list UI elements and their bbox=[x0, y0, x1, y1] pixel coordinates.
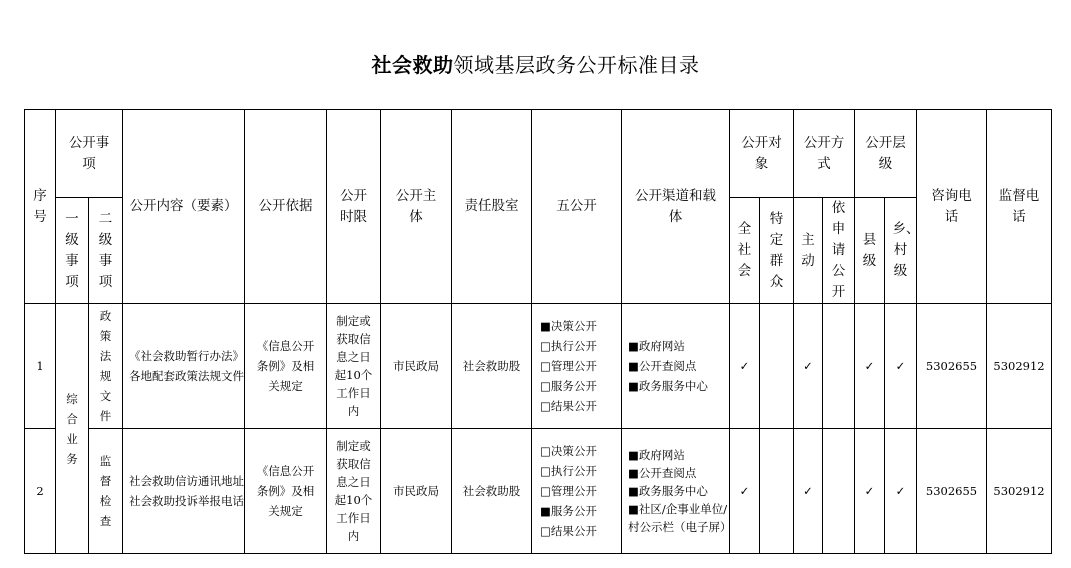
row-m-active: ✓ bbox=[794, 429, 823, 554]
row-supervise: 5302912 bbox=[987, 429, 1052, 554]
row-channels: ■政府网站 ■公开查阅点 ■政务服务中心 bbox=[622, 304, 730, 429]
page-title bbox=[0, 49, 1071, 78]
title-rest-part: 领域基层政务公开标准目录 bbox=[453, 53, 700, 77]
supervise-header: 监督电话 bbox=[987, 110, 1052, 304]
m-active-header: 主动 bbox=[794, 198, 823, 304]
row-obj-specific bbox=[760, 304, 794, 429]
row-lv-county: ✓ bbox=[855, 429, 885, 554]
lv-county-header: 县级 bbox=[855, 198, 885, 304]
office-header: 责任股室 bbox=[452, 110, 532, 304]
row-obj-specific bbox=[760, 429, 794, 554]
channel-header: 公开渠道和载体 bbox=[622, 110, 730, 304]
row-seq: 1 bbox=[25, 304, 56, 429]
table-row bbox=[25, 304, 1052, 429]
row-level2: 监督检查 bbox=[89, 429, 123, 554]
row-consult: 5302655 bbox=[917, 429, 987, 554]
row-five: □决策公开 □执行公开 □管理公开 ■服务公开 □结果公开 bbox=[532, 429, 622, 554]
row-consult: 5302655 bbox=[917, 304, 987, 429]
row-lv-county: ✓ bbox=[855, 304, 885, 429]
method-group-header: 公开方式 bbox=[794, 110, 855, 198]
row-office: 社会救助股 bbox=[452, 429, 532, 554]
header-row-1 bbox=[25, 110, 1052, 198]
row-time-limit: 制定或获取信息之日起10个工作日内 bbox=[327, 304, 381, 429]
row-content: 《社会救助暂行办法》 各地配套政策法规文件 bbox=[123, 304, 245, 429]
level2-header: 二级事项 bbox=[89, 198, 123, 304]
level1-header: 一级事项 bbox=[56, 198, 89, 304]
lv-town-header: 乡、村级 bbox=[885, 198, 917, 304]
obj-specific-header: 特定群众 bbox=[760, 198, 794, 304]
row-subject: 市民政局 bbox=[381, 429, 452, 554]
m-request-header: 依申请公开 bbox=[823, 198, 855, 304]
row-office: 社会救助股 bbox=[452, 304, 532, 429]
row-lv-town: ✓ bbox=[885, 304, 917, 429]
obj-all-header: 全社会 bbox=[730, 198, 760, 304]
item-group-header: 公开事项 bbox=[56, 110, 123, 198]
basis-header: 公开依据 bbox=[245, 110, 327, 304]
row-seq: 2 bbox=[25, 429, 56, 554]
level1-item: 综合业务 bbox=[56, 304, 89, 554]
row-channels: ■政府网站 ■公开查阅点 ■政务服务中心 ■社区/企事业单位/村公示栏（电子屏） bbox=[622, 429, 730, 554]
subject-header: 公开主体 bbox=[381, 110, 452, 304]
time-limit-header: 公开时限 bbox=[327, 110, 381, 304]
row-content: 社会救助信访通讯地址 社会救助投诉举报电话 bbox=[123, 429, 245, 554]
object-group-header: 公开对象 bbox=[730, 110, 794, 198]
row-m-active: ✓ bbox=[794, 304, 823, 429]
row-basis: 《信息公开条例》及相关规定 bbox=[245, 304, 327, 429]
table-row bbox=[25, 429, 1052, 554]
row-five: ■决策公开 □执行公开 □管理公开 □服务公开 □结果公开 bbox=[532, 304, 622, 429]
level-group-header: 公开层级 bbox=[855, 110, 917, 198]
content-header: 公开内容（要素） bbox=[123, 110, 245, 304]
row-supervise: 5302912 bbox=[987, 304, 1052, 429]
seq-header: 序号 bbox=[25, 110, 56, 304]
row-subject: 市民政局 bbox=[381, 304, 452, 429]
row-time-limit: 制定或获取信息之日起10个工作日内 bbox=[327, 429, 381, 554]
row-basis: 《信息公开条例》及相关规定 bbox=[245, 429, 327, 554]
row-level2: 政策法规文件 bbox=[89, 304, 123, 429]
catalog-table bbox=[24, 109, 1052, 554]
row-obj-all: ✓ bbox=[730, 429, 760, 554]
consult-header: 咨询电话 bbox=[917, 110, 987, 304]
row-m-request bbox=[823, 429, 855, 554]
title-bold-part: 社会救助 bbox=[371, 53, 454, 77]
row-lv-town: ✓ bbox=[885, 429, 917, 554]
five-header: 五公开 bbox=[532, 110, 622, 304]
row-m-request bbox=[823, 304, 855, 429]
row-obj-all: ✓ bbox=[730, 304, 760, 429]
